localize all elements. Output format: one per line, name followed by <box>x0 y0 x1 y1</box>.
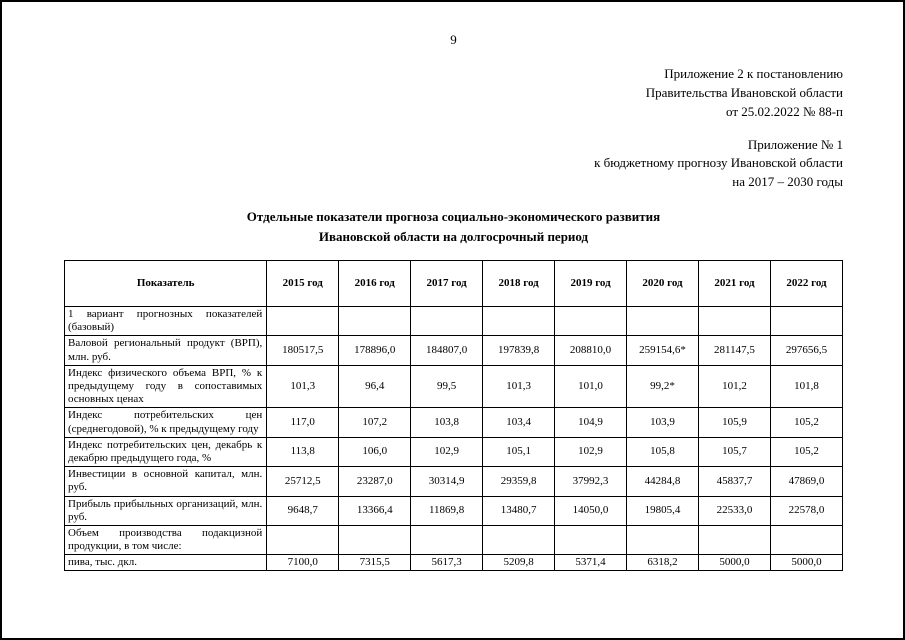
indicator-value-cell: 103,4 <box>483 408 555 437</box>
annex-2-line: от 25.02.2022 № 88-п <box>726 103 843 119</box>
indicator-value-cell <box>339 307 411 336</box>
indicator-value-cell <box>627 525 699 554</box>
table-row <box>65 307 843 336</box>
indicator-label-cell: Индекс физического объема ВРП, % к предыдущему году в сопоставимых основных ценах <box>65 365 267 408</box>
indicator-value-cell <box>770 307 842 336</box>
annex-2-line: Приложение 2 к постановлению <box>664 66 843 81</box>
indicator-value-cell: 99,5 <box>411 365 483 408</box>
indicator-value-cell <box>770 525 842 554</box>
indicator-value-cell: 102,9 <box>411 437 483 466</box>
indicator-value-cell: 25712,5 <box>267 467 339 496</box>
indicator-value-cell: 259154,6* <box>627 336 699 365</box>
indicator-value-cell: 107,2 <box>339 408 411 437</box>
indicator-value-cell: 105,1 <box>483 437 555 466</box>
indicator-value-cell: 103,9 <box>627 408 699 437</box>
indicator-label-cell: пива, тыс. дкл. <box>65 555 267 571</box>
table-row <box>65 525 843 554</box>
indicator-label-cell: 1 вариант прогнозных показателей (базовый) <box>65 307 267 336</box>
indicator-value-cell <box>483 525 555 554</box>
table-row <box>65 437 843 466</box>
indicator-label-cell: Прибыль прибыльных организаций, млн. руб. <box>65 496 267 525</box>
indicator-value-cell: 102,9 <box>555 437 627 466</box>
indicator-value-cell: 103,8 <box>411 408 483 437</box>
indicator-value-cell: 106,0 <box>339 437 411 466</box>
annex-1-block <box>64 136 843 193</box>
indicator-value-cell: 5000,0 <box>770 555 842 571</box>
table-row <box>65 467 843 496</box>
indicator-value-cell: 297656,5 <box>770 336 842 365</box>
indicator-value-cell: 101,0 <box>555 365 627 408</box>
indicator-value-cell <box>555 307 627 336</box>
indicator-value-cell: 14050,0 <box>555 496 627 525</box>
indicator-value-cell <box>698 307 770 336</box>
indicator-value-cell: 180517,5 <box>267 336 339 365</box>
table-row <box>65 555 843 571</box>
page-number: 9 <box>450 32 457 47</box>
header-cell-year: 2018 год <box>483 261 555 307</box>
table-header-row <box>65 261 843 307</box>
indicator-label-cell: Индекс потребительских цен (среднегодовой), % к предыдущему году <box>65 408 267 437</box>
indicator-value-cell: 23287,0 <box>339 467 411 496</box>
indicator-value-cell: 30314,9 <box>411 467 483 496</box>
indicator-value-cell: 117,0 <box>267 408 339 437</box>
indicator-value-cell: 44284,8 <box>627 467 699 496</box>
annex-1-line: на 2017 – 2030 годы <box>732 174 843 190</box>
indicator-value-cell: 96,4 <box>339 365 411 408</box>
annex-2-line: Правительства Ивановской области <box>645 84 843 100</box>
indicator-value-cell <box>627 307 699 336</box>
indicator-value-cell: 184807,0 <box>411 336 483 365</box>
annex-1-line: Приложение № 1 <box>747 136 843 152</box>
table-row <box>65 365 843 408</box>
indicator-value-cell: 9648,7 <box>267 496 339 525</box>
indicators-table <box>64 260 843 571</box>
indicator-value-cell: 11869,8 <box>411 496 483 525</box>
header-cell-year: 2021 год <box>698 261 770 307</box>
indicator-value-cell: 7315,5 <box>339 555 411 571</box>
indicator-label-cell: Валовой региональный продукт (ВРП), млн. руб. <box>65 336 267 365</box>
indicator-value-cell: 105,7 <box>698 437 770 466</box>
indicator-value-cell: 101,3 <box>267 365 339 408</box>
indicator-value-cell <box>339 525 411 554</box>
indicator-value-cell: 113,8 <box>267 437 339 466</box>
indicator-value-cell: 13366,4 <box>339 496 411 525</box>
indicator-value-cell: 101,3 <box>483 365 555 408</box>
indicator-value-cell: 208810,0 <box>555 336 627 365</box>
header-cell-year: 2015 год <box>267 261 339 307</box>
indicator-label-cell: Инвестиции в основной капитал, млн. руб. <box>65 467 267 496</box>
indicator-value-cell: 19805,4 <box>627 496 699 525</box>
indicator-value-cell: 45837,7 <box>698 467 770 496</box>
indicator-value-cell: 22533,0 <box>698 496 770 525</box>
indicator-value-cell: 99,2* <box>627 365 699 408</box>
document-title-line: Отдельные показатели прогноза социально-экономического развития <box>246 209 661 225</box>
header-cell-year: 2022 год <box>770 261 842 307</box>
indicator-value-cell: 281147,5 <box>698 336 770 365</box>
header-cell-year: 2016 год <box>339 261 411 307</box>
indicator-value-cell: 22578,0 <box>770 496 842 525</box>
indicator-label-cell: Объем производства подакцизной продукции, в том числе: <box>65 525 267 554</box>
header-cell-year: 2020 год <box>627 261 699 307</box>
indicator-value-cell: 13480,7 <box>483 496 555 525</box>
header-cell-year: 2019 год <box>555 261 627 307</box>
indicator-value-cell: 101,2 <box>698 365 770 408</box>
indicator-value-cell <box>267 307 339 336</box>
indicator-value-cell <box>411 525 483 554</box>
indicator-value-cell: 105,9 <box>698 408 770 437</box>
indicator-value-cell: 6318,2 <box>627 555 699 571</box>
annex-1-line: к бюджетному прогнозу Ивановской области <box>594 155 843 171</box>
indicator-label-cell: Индекс потребительских цен, декабрь к декабрю предыдущего года, % <box>65 437 267 466</box>
indicator-value-cell <box>698 525 770 554</box>
indicator-value-cell: 37992,3 <box>555 467 627 496</box>
indicator-value-cell <box>411 307 483 336</box>
indicator-value-cell: 47869,0 <box>770 467 842 496</box>
indicator-value-cell: 5000,0 <box>698 555 770 571</box>
indicator-value-cell: 7100,0 <box>267 555 339 571</box>
indicator-value-cell: 104,9 <box>555 408 627 437</box>
indicator-value-cell: 197839,8 <box>483 336 555 365</box>
header-cell-indicator: Показатель <box>65 261 267 307</box>
indicator-value-cell <box>483 307 555 336</box>
indicator-value-cell: 105,2 <box>770 437 842 466</box>
indicator-value-cell: 105,2 <box>770 408 842 437</box>
indicator-value-cell: 5617,3 <box>411 555 483 571</box>
indicator-value-cell: 29359,8 <box>483 467 555 496</box>
indicators-table-body <box>65 307 843 571</box>
annex-2-block <box>64 65 843 122</box>
indicator-value-cell: 178896,0 <box>339 336 411 365</box>
indicators-table-head <box>65 261 843 307</box>
header-cell-year: 2017 год <box>411 261 483 307</box>
indicator-value-cell <box>555 525 627 554</box>
table-row <box>65 496 843 525</box>
indicator-value-cell: 101,8 <box>770 365 842 408</box>
table-row <box>65 408 843 437</box>
indicator-value-cell: 105,8 <box>627 437 699 466</box>
document-title <box>64 207 843 246</box>
document-title-line: Ивановской области на долгосрочный период <box>318 228 589 244</box>
table-row <box>65 336 843 365</box>
indicator-value-cell: 5209,8 <box>483 555 555 571</box>
indicator-value-cell: 5371,4 <box>555 555 627 571</box>
indicator-value-cell <box>267 525 339 554</box>
